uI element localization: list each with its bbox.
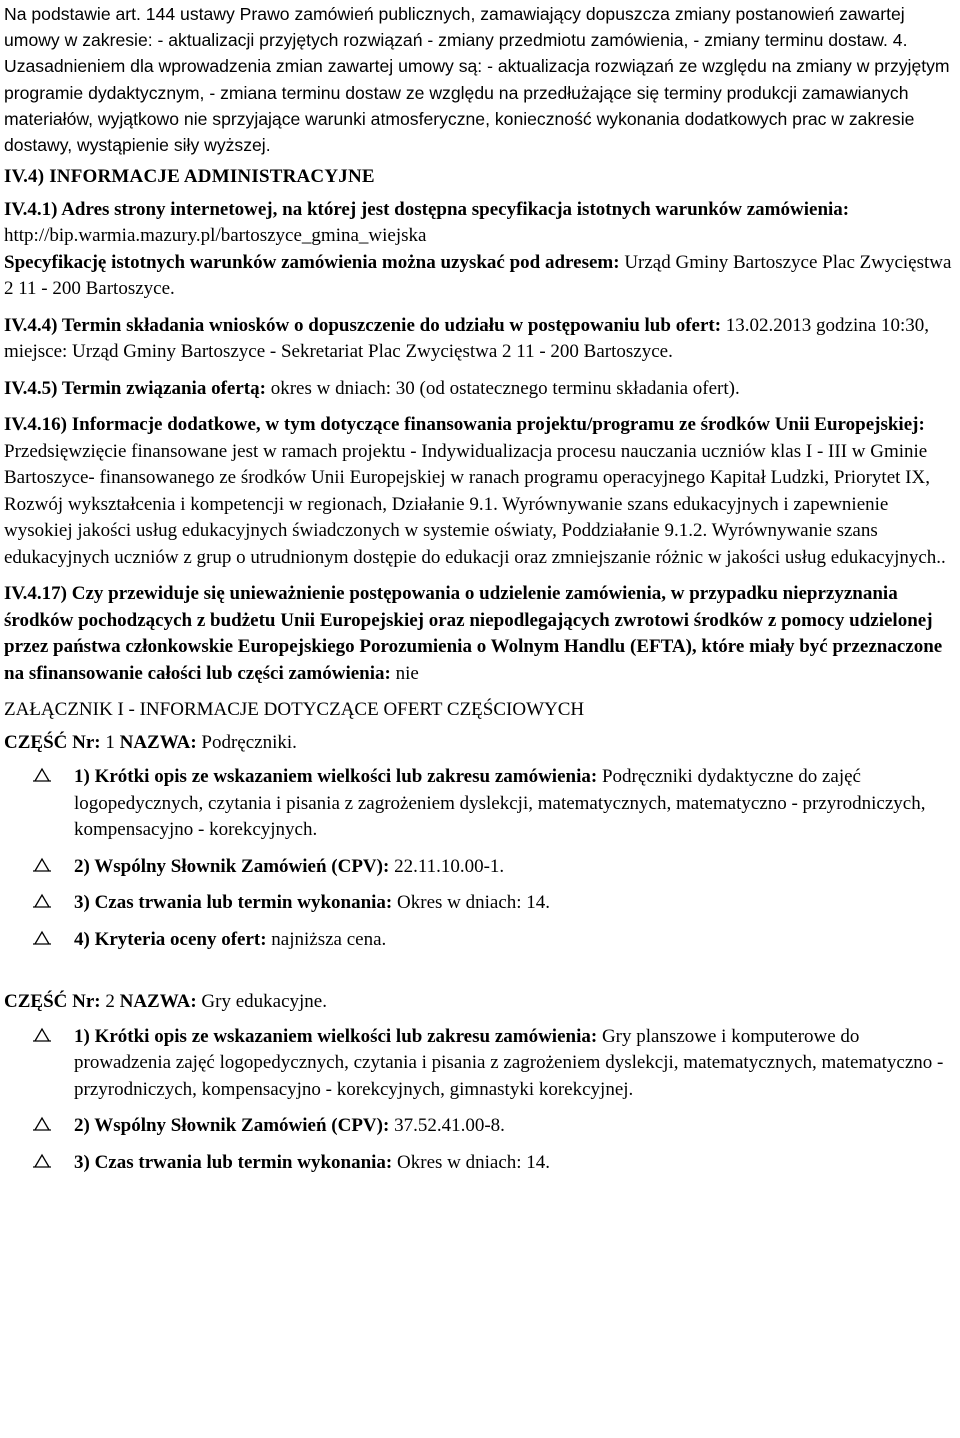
item-value: Podręczniki dydaktyczne do zajęć logopedycznych, czytania i pisania z zagrożeniem dyslekcji, matematycznych, matematyczno - przyrodniczych, kompensacyjno - korekcyjnych.	[74, 766, 926, 841]
section-iv-4-4-label: IV.4.4) Termin składania wniosków o dopuszczenie do udziału w postępowaniu lub ofert:	[4, 314, 722, 336]
triangle-bullet-icon	[32, 855, 52, 875]
triangle-bullet-icon	[32, 765, 52, 785]
list-item	[28, 927, 954, 954]
item-label: 4) Kryteria oceny ofert:	[74, 928, 267, 950]
list-item	[28, 1024, 954, 1104]
list-item	[28, 1113, 954, 1140]
triangle-bullet-icon	[32, 891, 52, 911]
triangle-bullet-icon	[32, 1151, 52, 1171]
list-item	[28, 1150, 954, 1177]
section-iv-4-17	[4, 581, 954, 687]
section-iv-4-1-label: IV.4.1) Adres strony internetowej, na której jest dostępna specyfikacja istotnych warunków zamówienia:	[4, 198, 850, 220]
part-1-number: 1	[105, 731, 115, 753]
section-iv-4-5-label: IV.4.5) Termin związania ofertą:	[4, 377, 266, 399]
section-iv-4-16	[4, 412, 954, 571]
section-iv-4-4	[4, 313, 954, 366]
part-1-items	[28, 764, 954, 953]
triangle-bullet-icon	[32, 1114, 52, 1134]
part-1-heading	[4, 730, 954, 757]
section-iv-4-17-value: nie	[395, 662, 419, 684]
list-item	[28, 854, 954, 881]
item-value: Gry planszowe i komputerowe do prowadzenia zajęć logopedycznych, czytania i pisania z zagrożeniem dyslekcji, matematycznych, matematyczno - przyrodniczych, kompensacyjno - korekcyjnych, gimnastyki korekcyjnej.	[74, 1025, 944, 1100]
item-value: Okres w dniach: 14.	[397, 1151, 551, 1173]
section-iv-4-16-value: Przedsięwzięcie finansowane jest w ramach projektu - Indywidualizacja procesu nauczania uczniów klas I - III w Gminie Bartoszyce- finansowanego ze środków Unii Europejskiej w ranach programu operacyjnego Kapitał Ludzki, Priorytet IX, Rozwój wykształcenia i kompetencji w regionach, Działanie 9.1. Wyrównywanie szans edukacyjnych i zapewnienie wysokiej jakości usług edukacyjnych świadczonych w systemie oświaty, Poddziałanie 9.1.2. Wyrównywanie szans edukacyjnych uczniów z grup o utrudnionym dostępie do edukacji oraz zmniejszanie różnic w jakości usług edukacyjnych..	[4, 440, 946, 568]
item-label: 3) Czas trwania lub termin wykonania:	[74, 892, 393, 914]
part-2-label: CZĘŚĆ Nr:	[4, 991, 101, 1013]
part-2-number: 2	[105, 991, 115, 1013]
list-item	[28, 764, 954, 844]
triangle-bullet-icon	[32, 928, 52, 948]
item-value: Okres w dniach: 14.	[397, 892, 551, 914]
part-1-label: CZĘŚĆ Nr:	[4, 731, 101, 753]
section-iv-4-16-label: IV.4.16) Informacje dodatkowe, w tym dotyczące finansowania projektu/programu ze środków Unii Europejskiej:	[4, 414, 925, 436]
siwz-address-label: Specyfikację istotnych warunków zamówienia można uzyskać pod adresem:	[4, 251, 620, 273]
part-2-heading	[4, 989, 954, 1016]
section-iv-4-5-value: okres w dniach: 30 (od ostatecznego terminu składania ofert).	[270, 377, 740, 399]
section-iv-4-1	[4, 197, 954, 250]
part-1-name: Podręczniki.	[201, 731, 297, 753]
item-label: 1) Krótki opis ze wskazaniem wielkości lub zakresu zamówienia:	[74, 1025, 598, 1047]
item-value: 22.11.10.00-1.	[394, 855, 505, 877]
bip-address-link[interactable]: http://bip.warmia.mazury.pl/bartoszyce_gmina_wiejska	[4, 225, 427, 247]
item-label: 1) Krótki opis ze wskazaniem wielkości lub zakresu zamówienia:	[74, 766, 598, 788]
siwz-address-value: Urząd Gminy Bartoszyce Plac Zwycięstwa 2 11 - 200 Bartoszyce.	[4, 251, 952, 300]
intro-paragraph: Na podstawie art. 144 ustawy Prawo zamówień publicznych, zamawiający dopuszcza zmiany postanowień zawartej umowy w zakresie: - aktualizacji przyjętych rozwiązań - zmiany przedmiotu zamówienia, - zmiany terminu dostaw. 4. Uzasadnieniem dla wprowadzenia zmian zawartej umowy są: - aktualizacja rozwiązań ze względu na zmiany w przyjętym programie dydaktycznym, - zmiana terminu dostaw ze względu na przedłużające się terminy produkcji zamawianych materiałów, wyjątkowo nie sprzyjające warunki atmosferyczne, konieczność wykonania dodatkowych prac w zakresie dostawy, wystąpienie siły wyższej.	[4, 4, 950, 156]
section-iv-4-5	[4, 376, 954, 403]
list-item	[28, 890, 954, 917]
item-label: 3) Czas trwania lub termin wykonania:	[74, 1151, 393, 1173]
section-heading: IV.4) INFORMACJE ADMINISTRACYJNE	[4, 166, 375, 188]
part-2-items	[28, 1024, 954, 1177]
document-page	[4, 1, 954, 1186]
part-1-name-label: NAZWA:	[119, 731, 197, 753]
section-iv-4-17-label: IV.4.17) Czy przewiduje się unieważnienie postępowania o udzielenie zamówienia, w przypadku nieprzyznania środków pochodzących z budżetu Unii Europejskiej oraz niepodlegających zwrotowi środków z pomocy udzielonej przez państwa członkowskie Europejskiego Porozumienia o Wolnym Handlu (EFTA), które miały być przeznaczone na sfinansowanie całości lub części zamówienia:	[4, 583, 943, 684]
item-label: 2) Wspólny Słownik Zamówień (CPV):	[74, 1115, 390, 1137]
item-value: najniższa cena.	[271, 928, 387, 950]
annex-heading: ZAŁĄCZNIK I - INFORMACJE DOTYCZĄCE OFERT CZĘŚCIOWYCH	[4, 699, 585, 721]
item-value: 37.52.41.00-8.	[394, 1115, 505, 1137]
part-2-name-label: NAZWA:	[119, 991, 197, 1013]
item-label: 2) Wspólny Słownik Zamówień (CPV):	[74, 855, 390, 877]
siwz-address-paragraph	[4, 250, 954, 303]
part-2-name: Gry edukacyjne.	[201, 991, 327, 1013]
section-iv-4-4-value: 13.02.2013 godzina 10:30, miejsce: Urząd Gminy Bartoszyce - Sekretariat Plac Zwycięstwa 2 11 - 200 Bartoszyce.	[4, 314, 929, 363]
triangle-bullet-icon	[32, 1025, 52, 1045]
